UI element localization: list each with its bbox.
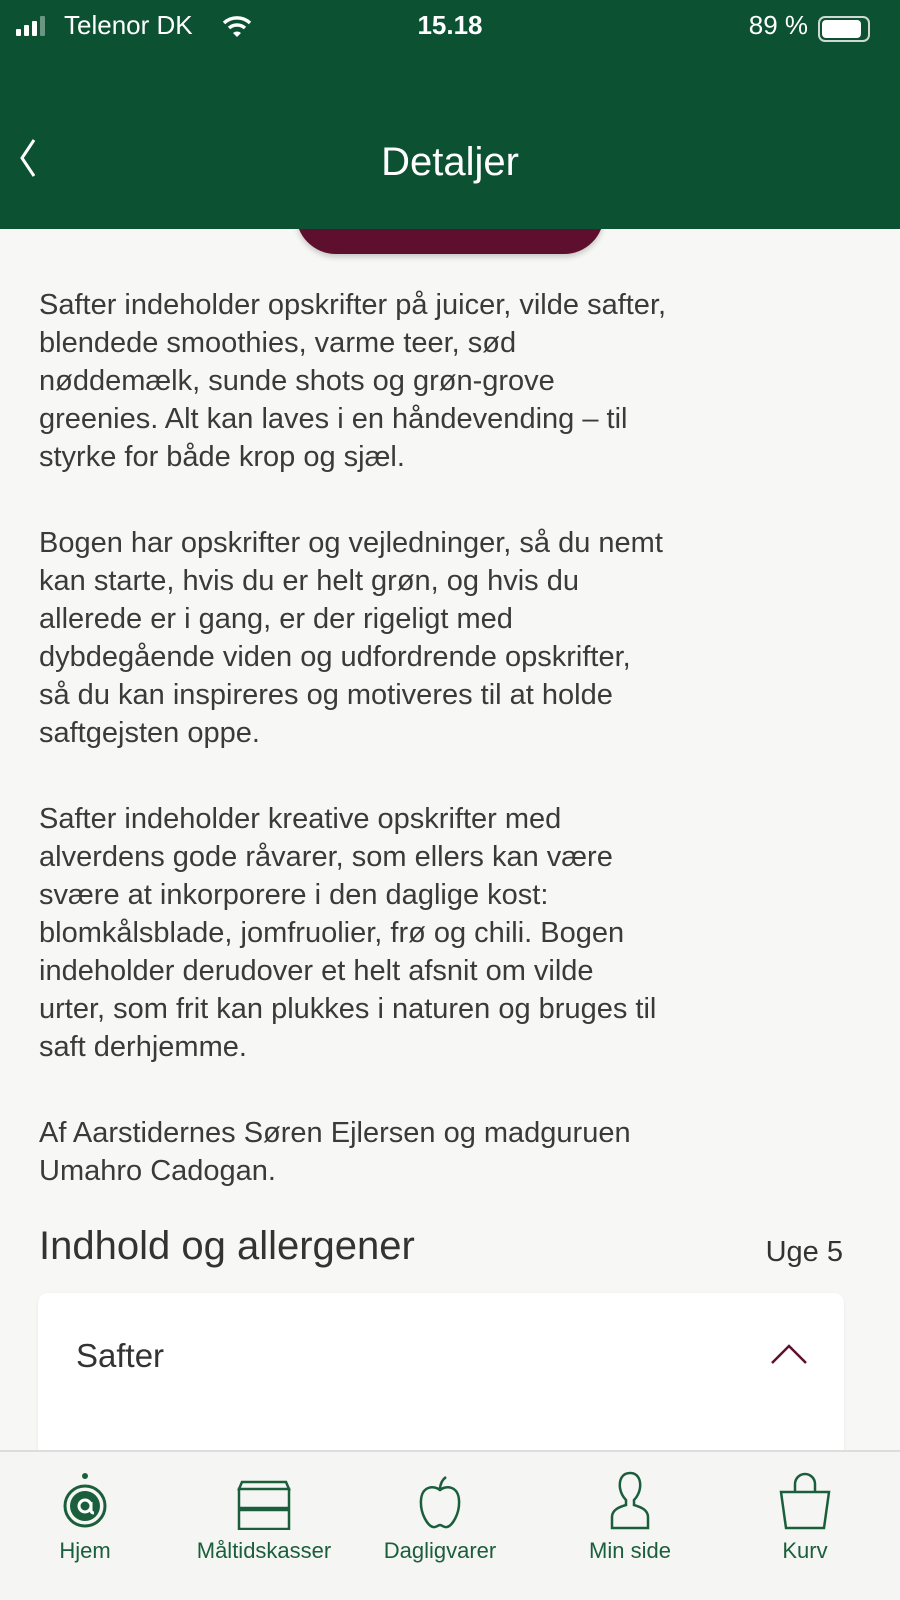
- tab-bar: [0, 1450, 900, 1600]
- text-line: greenies. Alt kan laves i en håndevending – til: [39, 403, 628, 435]
- text-line: allerede er i gang, er der rigeligt med: [39, 603, 513, 635]
- tab-maaltidskasser[interactable]: [174, 1470, 354, 1564]
- text-line: indeholder derudover et helt afsnit om vilde: [39, 955, 594, 987]
- text-line: saft derhjemme.: [39, 1031, 247, 1063]
- box-icon: [234, 1470, 294, 1530]
- text-line: Safter indeholder opskrifter på juicer, vilde safter,: [39, 289, 667, 321]
- tab-label: Hjem: [59, 1538, 111, 1563]
- page-title: Detaljer: [381, 140, 519, 184]
- text-line: blendede smoothies, varme teer, sød: [39, 327, 517, 359]
- battery-icon: [818, 16, 870, 42]
- description: [39, 286, 869, 1238]
- chevron-up-icon[interactable]: [770, 1343, 808, 1365]
- text-line: svære at inkorporere i den daglige kost:: [39, 879, 549, 911]
- battery-percent: 89 %: [748, 10, 808, 40]
- paragraph: [39, 1114, 869, 1190]
- text-line: Safter indeholder kreative opskrifter med: [39, 803, 562, 835]
- text-line: Umahro Cadogan.: [39, 1155, 276, 1187]
- text-line: saftgejsten oppe.: [39, 717, 260, 749]
- paragraph: [39, 524, 869, 752]
- apple-icon: [415, 1470, 465, 1530]
- tab-dagligvarer[interactable]: [350, 1470, 530, 1564]
- basket-icon: [775, 1470, 835, 1530]
- header: [0, 0, 900, 229]
- text-line: dybdegående viden og udfordrende opskrifter,: [39, 641, 631, 673]
- text-line: urter, som frit kan plukkes i naturen og bruges til: [39, 993, 657, 1025]
- text-line: alverdens gode råvarer, som ellers kan være: [39, 841, 613, 873]
- tab-label: Måltidskasser: [196, 1538, 332, 1563]
- text-line: blomkålsblade, jomfruolier, frø og chili. Bogen: [39, 917, 625, 949]
- tab-min-side[interactable]: [540, 1470, 720, 1564]
- text-line: så du kan inspireres og motiveres til at holde: [39, 679, 613, 711]
- clock: 15.18: [417, 10, 483, 40]
- text-line: Af Aarstidernes Søren Ejlersen og madguruen: [39, 1117, 631, 1149]
- text-line: nøddemælk, sunde shots og grøn-grove: [39, 365, 555, 397]
- tab-hjem[interactable]: [0, 1470, 175, 1564]
- status-bar: [0, 8, 900, 44]
- tab-label: Kurv: [782, 1538, 828, 1563]
- paragraph: [39, 800, 869, 1066]
- person-icon: [605, 1470, 655, 1530]
- text-line: styrke for både krop og sjæl.: [39, 441, 405, 473]
- tab-label: Min side: [589, 1538, 671, 1563]
- text-line: Bogen har opskrifter og vejledninger, så du nemt: [39, 527, 663, 559]
- accordion-title: Safter: [76, 1337, 165, 1374]
- tab-label: Dagligvarer: [383, 1538, 497, 1563]
- week-label: Uge 5: [765, 1236, 843, 1268]
- carrier: Telenor DK: [64, 10, 193, 40]
- home-at-icon: [60, 1470, 110, 1530]
- text-line: kan starte, hvis du er helt grøn, og hvis du: [39, 565, 579, 597]
- section-heading: Indhold og allergener: [39, 1224, 415, 1268]
- paragraph: [39, 286, 869, 476]
- tab-kurv[interactable]: [715, 1470, 895, 1564]
